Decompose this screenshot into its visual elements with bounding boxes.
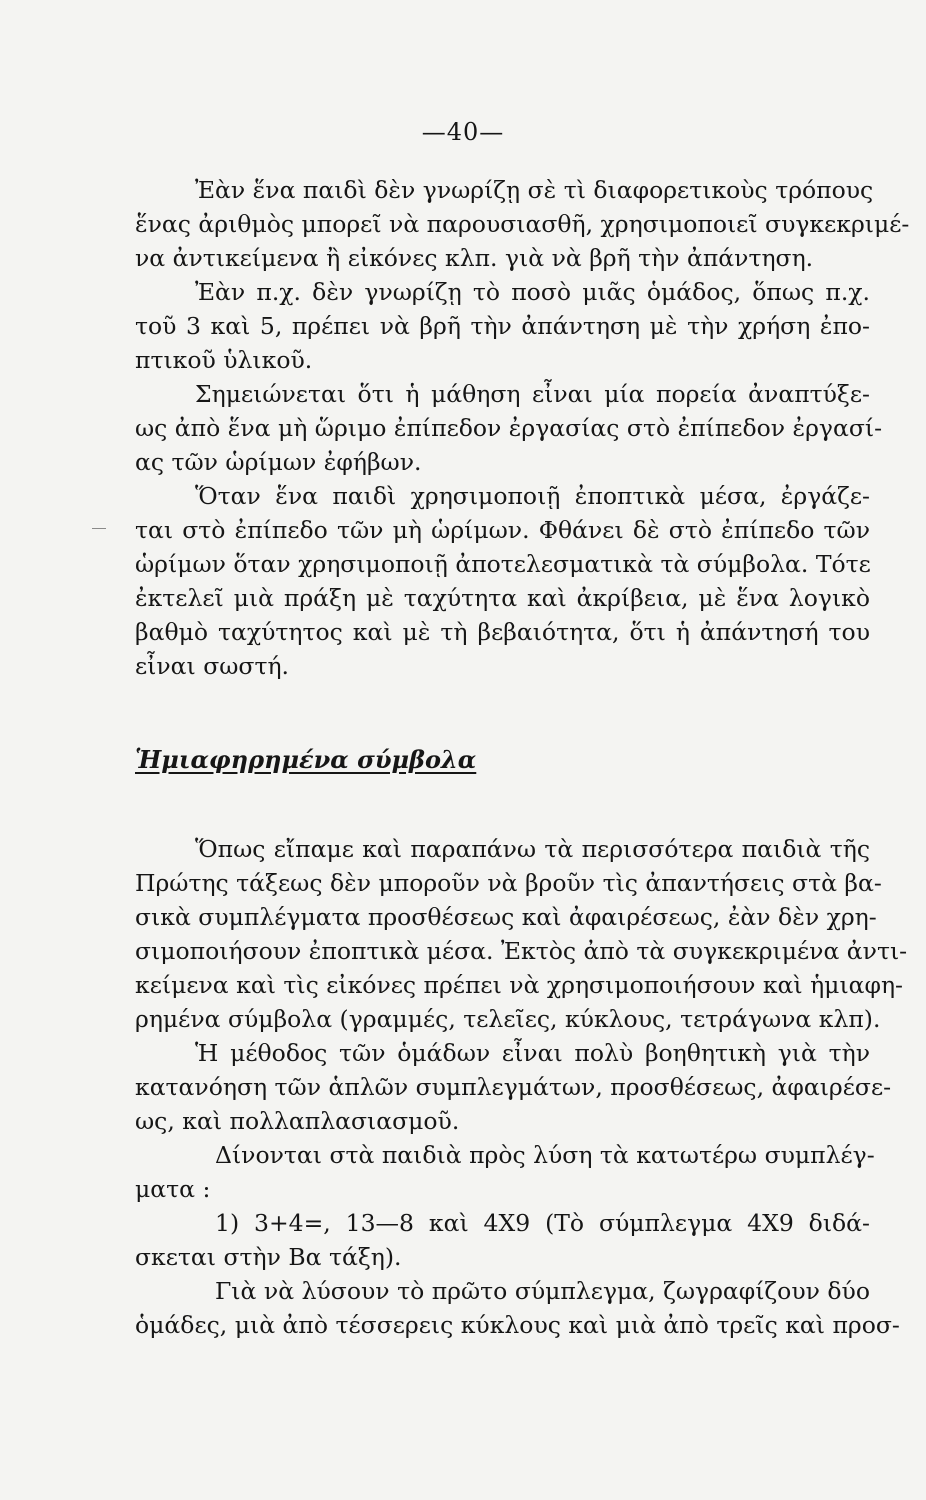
text-line: Πρώτης τάξεως δὲν μποροῦν νὰ βροῦν τὶς ἀπαντήσεις στὰ βα-	[135, 869, 882, 897]
text-line: Σημειώνεται ὅτι ἡ μάθηση εἶναι μία πορεία ἀναπτύξε-	[195, 380, 870, 408]
text-line: σικὰ συμπλέγματα προσθέσεως καὶ ἀφαιρέσεως, ἐὰν δὲν χρη-	[135, 903, 877, 931]
section-two-text	[135, 832, 908, 1342]
text-line: σιμοποιήσουν ἐποπτικὰ μέσα. Ἐκτὸς ἀπὸ τὰ συγκεκριμένα ἀντι-	[135, 937, 908, 965]
text-line: τοῦ 3 καὶ 5, πρέπει νὰ βρῆ τὴν ἀπάντηση μὲ τὴν χρήση ἐπο-	[135, 312, 870, 340]
text-line: ρημένα σύμβολα (γραμμές, τελεῖες, κύκλους, τετράγωνα κλπ).	[135, 1005, 881, 1033]
text-line: ματα :	[135, 1175, 211, 1203]
text-line: ὁμάδες, μιὰ ἀπὸ τέσσερεις κύκλους καὶ μιὰ ἀπὸ τρεῖς καὶ προσ-	[135, 1311, 900, 1339]
text-line: ἕνας ἀριθμὸς μπορεῖ νὰ παρουσιασθῆ, χρησιμοποιεῖ συγκεκριμέ-	[135, 210, 910, 238]
text-line: ὡρίμων ὅταν χρησιμοποιῇ ἀποτελεσματικὰ τὰ σύμβολα. Τότε	[135, 550, 871, 578]
text-line: ως, καὶ πολλαπλασιασμοῦ.	[135, 1107, 460, 1135]
page-number: —40—	[421, 118, 505, 146]
text-line: να ἀντικείμενα ἢ εἰκόνες κλπ. γιὰ νὰ βρῆ τὴν ἀπάντηση.	[135, 244, 814, 272]
text-line: Ἡ μέθοδος τῶν ὁμάδων εἶναι πολὺ βοηθητικὴ γιὰ τὴν	[195, 1039, 870, 1067]
section-one-text	[135, 173, 910, 683]
text-line: Ἐὰν π.χ. δὲν γνωρίζῃ τὸ ποσὸ μιᾶς ὁμάδος, ὅπως π.χ.	[195, 278, 870, 306]
section-heading: Ἡμιαφηρημένα σύμβολα	[135, 745, 477, 774]
text-line: βαθμὸ ταχύτητος καὶ μὲ τὴ βεβαιότητα, ὅτι ἡ ἀπάντησή του	[135, 618, 870, 646]
text-line: κείμενα καὶ τὶς εἰκόνες πρέπει νὰ χρησιμοποιήσουν καὶ ἡμιαφη-	[135, 971, 903, 999]
text-line: ἐκτελεῖ μιὰ πράξη μὲ ταχύτητα καὶ ἀκρίβεια, μὲ ἕνα λογικὸ	[135, 584, 870, 612]
text-line: ται στὸ ἐπίπεδο τῶν μὴ ὡρίμων. Φθάνει δὲ στὸ ἐπίπεδο τῶν	[135, 516, 870, 544]
text-line: σκεται στὴν Βα τάξη).	[135, 1243, 402, 1271]
text-line: 1) 3+4=, 13—8 καὶ 4Χ9 (Τὸ σύμπλεγμα 4Χ9 διδά-	[215, 1209, 870, 1237]
text-line: Ὅπως εἴπαμε καὶ παραπάνω τὰ περισσότερα παιδιὰ τῆς	[195, 835, 870, 863]
text-line: ας τῶν ὡρίμων ἐφήβων.	[135, 448, 422, 476]
text-line: Δίνονται στὰ παιδιὰ πρὸς λύση τὰ κατωτέρω συμπλέγ-	[215, 1141, 875, 1169]
text-line: πτικοῦ ὑλικοῦ.	[135, 346, 313, 374]
text-line: κατανόηση τῶν ἁπλῶν συμπλεγμάτων, προσθέσεως, ἀφαιρέσε-	[135, 1073, 892, 1101]
text-line: ως ἀπὸ ἕνα μὴ ὥριμο ἐπίπεδον ἐργασίας στὸ ἐπίπεδον ἐργασί-	[135, 414, 883, 442]
text-line: εἶναι σωστή.	[135, 652, 290, 680]
margin-mark	[92, 528, 106, 529]
text-line: Ὅταν ἕνα παιδὶ χρησιμοποιῇ ἐποπτικὰ μέσα, ἐργάζε-	[195, 482, 870, 510]
text-line: Γιὰ νὰ λύσουν τὸ πρῶτο σύμπλεγμα, ζωγραφίζουν δύο	[215, 1277, 870, 1305]
text-line: Ἐὰν ἕνα παιδὶ δὲν γνωρίζῃ σὲ τὶ διαφορετικοὺς τρόπους	[195, 176, 874, 204]
